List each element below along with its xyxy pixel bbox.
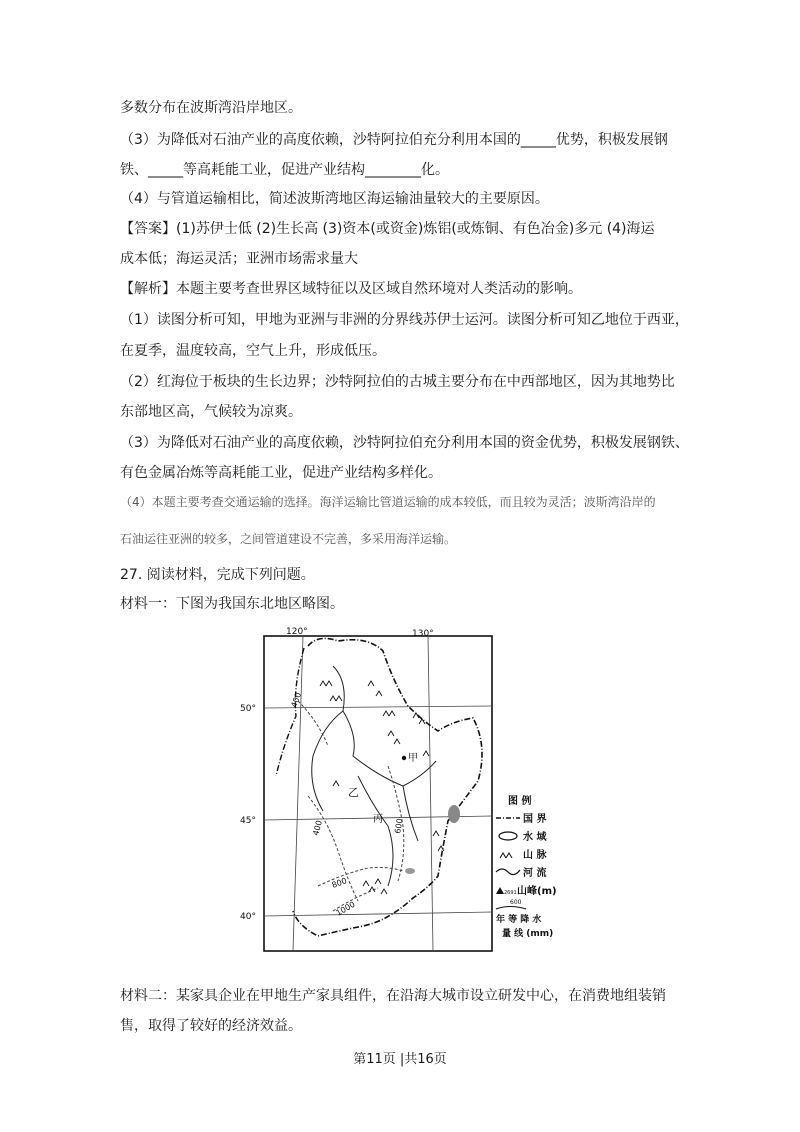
page-footer: 第11页 |共16页 [353, 1052, 447, 1067]
legend-isoline-2: 量 线 (mm) [502, 929, 554, 939]
text-line-2: （3）为降低对石油产业的高度依赖，沙特阿拉伯充分利用本国的_____优势，积极发展钢 [120, 132, 668, 148]
analysis-line-4: （2）红海位于板块的生长边界；沙特阿拉伯的古城主要分布在中西部地区，因为其地势比 [120, 374, 675, 390]
isoline-label-800: 800 [330, 876, 349, 890]
legend-border: 国 界 [523, 814, 547, 825]
lat-label-40: 40° [240, 912, 256, 922]
analysis-line-8: （4）本题主要考查交通运输的选择。海洋运输比管道运输的成本较低，而且较为灵活；波斯湾沿岸的 [120, 495, 656, 509]
legend-peak: 山峰(m) [517, 886, 557, 897]
northeast-china-map [238, 626, 568, 956]
map-label-yi: 乙 [348, 786, 359, 799]
isoline-label-400-a: 400 [289, 691, 304, 709]
legend-isoline-value: 600 [510, 899, 522, 906]
analysis-line-6: （3）为降低对石油产业的高度依赖，沙特阿拉伯充分利用本国的资金优势，积极发展钢铁、 [120, 435, 689, 451]
legend-peak-value: 2691 [504, 890, 517, 896]
analysis-line-5: 东部地区高，气候较为凉爽。 [120, 404, 302, 420]
lat-label-45: 45° [240, 816, 256, 826]
answer-line-2: 成本低；海运灵活；亚洲市场需求量大 [120, 251, 358, 267]
question-27: 27. 阅读材料，完成下列问题。 [120, 567, 315, 583]
legend-mountain: 山 脉 [523, 850, 547, 861]
lon-label-120: 120° [286, 627, 308, 637]
text-line-1: 多数分布在波斯湾沿岸地区。 [120, 100, 302, 116]
lon-label-130: 130° [412, 629, 434, 639]
legend-isoline-1: 年 等 降 水 [496, 915, 542, 925]
material-2-line-2: 售，取得了较好的经济效益。 [120, 1018, 302, 1034]
analysis-line-1: 【解析】本题主要考查世界区域特征以及区域自然环境对人类活动的影响。 [120, 281, 582, 297]
text-line-3: 铁、_____等高耗能工业，促进产业结构________化。 [120, 162, 449, 178]
map-label-bing: 丙 [373, 814, 383, 825]
answer-line-1: 【答案】(1)苏伊士低 (2)生长高 (3)资本(或资金)炼铝(或炼铜、有色冶金)多元 (4)海运 [120, 221, 655, 237]
lat-label-50: 50° [240, 704, 256, 714]
legend-river: 河 流 [523, 868, 547, 879]
analysis-line-2: （1）读图分析可知，甲地为亚洲与非洲的分界线苏伊士运河。读图分析可知乙地位于西亚， [120, 312, 689, 328]
material-2-line-1: 材料二：某家具企业在甲地生产家具组件，在沿海大城市设立研发中心，在消费地组装销 [120, 988, 666, 1004]
isoline-label-600: 600 [393, 817, 405, 835]
text-line-4: （4）与管道运输相比，简述波斯湾地区海运输油量较大的主要原因。 [120, 191, 549, 207]
map-label-jia: 甲 [408, 753, 418, 764]
analysis-line-3: 在夏季，温度较高，空气上升，形成低压。 [120, 343, 386, 359]
isoline-label-1000: 1000 [334, 899, 357, 918]
legend-title: 图 例 [508, 796, 532, 807]
legend-water: 水 域 [523, 832, 547, 843]
analysis-line-9: 石油运往亚洲的较多，之间管道建设不完善，多采用海洋运输。 [120, 532, 457, 546]
material-1-caption: 材料一：下图为我国东北地区略图。 [120, 596, 344, 612]
isoline-label-400-b: 400 [311, 819, 324, 837]
map-legend [496, 794, 557, 939]
analysis-line-7: 有色金属冶炼等高耗能工业，促进产业结构多样化。 [120, 465, 442, 481]
